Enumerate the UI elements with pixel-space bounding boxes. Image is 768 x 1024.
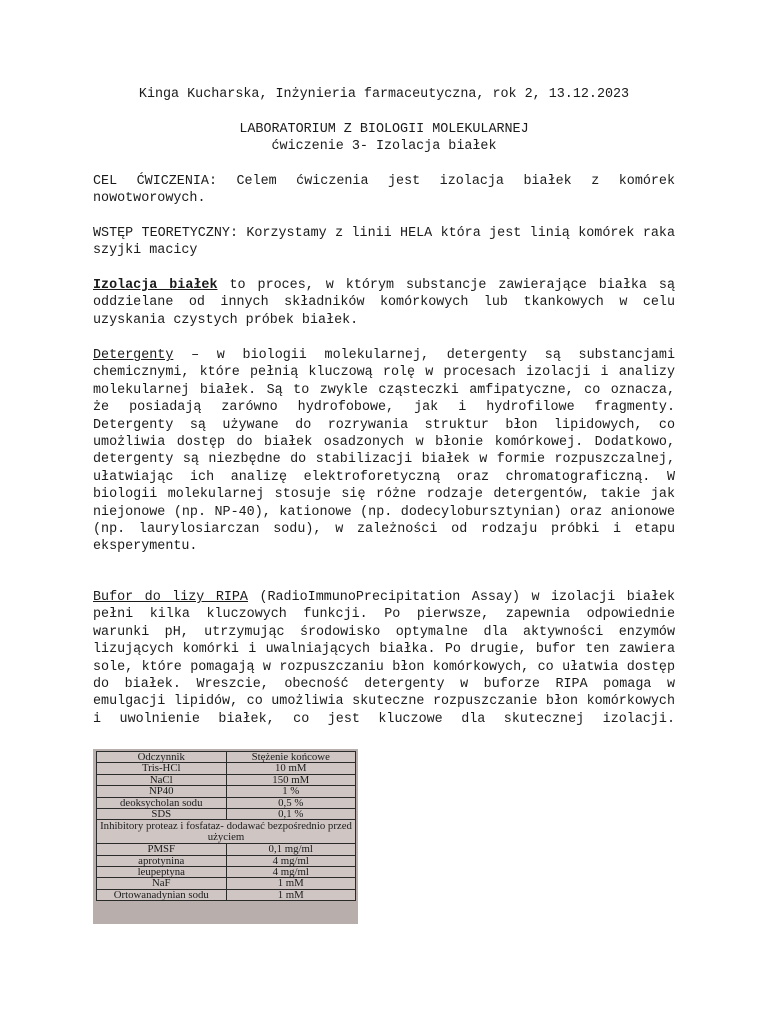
- intro-paragraph: [93, 225, 675, 260]
- reagent-name: Tris-HCl: [97, 763, 227, 774]
- ripa-buffer-term: Bufor do lizy RIPA: [93, 590, 248, 605]
- protein-isolation-paragraph: [93, 277, 675, 329]
- reagent-concentration: 0,1 %: [226, 809, 356, 820]
- reagent-name: PMSF: [97, 844, 227, 855]
- reagent-concentration: 1 mM: [226, 889, 356, 900]
- reagent-name: leupeptyna: [97, 867, 227, 878]
- table-row: [97, 844, 356, 855]
- table-row: [97, 855, 356, 866]
- goal-paragraph: [93, 173, 675, 208]
- protein-isolation-term: Izolacja białek: [93, 278, 218, 293]
- exercise-title: ćwiczenie 3- Izolacja białek: [271, 139, 497, 155]
- reagent-concentration: 0,5 %: [226, 797, 356, 808]
- reagent-concentration: 10 mM: [226, 763, 356, 774]
- detergents-term: Detergenty: [93, 348, 174, 363]
- reagent-name: Ortowanadynian sodu: [97, 889, 227, 900]
- reagent-concentration: 4 mg/ml: [226, 855, 356, 866]
- reagent-concentration: 1 %: [226, 786, 356, 797]
- ripa-buffer-paragraph: [93, 589, 675, 728]
- table-row: [97, 889, 356, 900]
- reagents-table: [96, 751, 356, 901]
- reagent-name: deoksycholan sodu: [97, 797, 227, 808]
- title-block: [93, 121, 675, 156]
- table-row: [97, 878, 356, 889]
- intro-label: WSTĘP TEORETYCZNY:: [93, 226, 238, 241]
- table-row: [97, 774, 356, 785]
- reagent-concentration: 1 mM: [226, 878, 356, 889]
- table-header-row: [97, 752, 356, 763]
- goal-text: Celem ćwiczenia jest izolacja białek z komórek nowotworowych.: [93, 174, 675, 207]
- table-row: [97, 786, 356, 797]
- reagent-name: NaCl: [97, 774, 227, 785]
- inhibitors-note: Inhibitory proteaz i fosfataz- dodawać bezpośrednio przed użyciem: [97, 820, 356, 844]
- reagent-concentration: 0,1 mg/ml: [226, 844, 356, 855]
- goal-label: CEL ĆWICZENIA:: [93, 174, 217, 189]
- reagent-concentration: 150 mM: [226, 774, 356, 785]
- table-header-concentration: Stężenie końcowe: [226, 752, 356, 763]
- author-line: Kinga Kucharska, Inżynieria farmaceutyczna, rok 2, 13.12.2023: [138, 87, 630, 102]
- reagent-name: NaF: [97, 878, 227, 889]
- table-row: [97, 867, 356, 878]
- table-header-reagent: Odczynnik: [97, 752, 227, 763]
- ripa-buffer-text: (RadioImmunoPrecipitation Assay) w izolacji białek pełni kilka kluczowych funkcji. Po pierwsze, zapewnia odpowiednie warunki pH, utrzymując środowisko optymalne dla aktywności enzymów lizujących komórki i uwalniających białka. Po drugie, bufor ten zawiera sole, które pomagają w rozpuszczaniu błon komórkowych, co ułatwia dostęp do białek. Wreszcie, obecność detergenty w buforze RIPA pomaga w emulgacji lipidów, co umożliwia skuteczne rozpuszczanie błon komórkowych i uwolnienie białek, co jest kluczowe dla skutecznej izolacji.: [93, 590, 675, 727]
- table-row: [97, 797, 356, 808]
- table-row: [97, 763, 356, 774]
- reagent-concentration: 4 mg/ml: [226, 867, 356, 878]
- reagent-name: NP40: [97, 786, 227, 797]
- table-row: [97, 809, 356, 820]
- reagent-name: SDS: [97, 809, 227, 820]
- protein-isolation-text: to proces, w którym substancje zawierające białka są oddzielane od innych składników komórkowych lub tkankowych w celu uzyskania czystych próbek białek.: [93, 278, 675, 328]
- table-note-row: [97, 820, 356, 844]
- detergents-paragraph: [93, 347, 675, 556]
- reagent-name: aprotynina: [97, 855, 227, 866]
- lab-title: LABORATORIUM Z BIOLOGII MOLEKULARNEJ: [239, 122, 529, 137]
- intro-text: Korzystamy z linii HELA która jest linią komórek raka szyjki macicy: [93, 226, 675, 259]
- reagents-table-image: [93, 749, 358, 924]
- detergents-text: – w biologii molekularnej, detergenty są substancjami chemicznymi, które pełnią kluczową rolę w procesach izolacji i analizy molekularnej białek. Są to zwykle cząsteczki amfipatyczne, co oznacza, że posiadają zarówno hydrofobowe, jak i hydrofilowe fragmenty. Detergenty są używane do rozrywania struktur błon lipidowych, co umożliwia dostęp do białek osadzonych w błonie komórkowej. Dodatkowo, detergenty są niezbędne do stabilizacji białek w formie rozpuszczalnej, ułatwiając ich analizę elektroforetyczną oraz chromatograficzną. W biologii molekularnej stosuje się różne rodzaje detergentów, takie jak niejonowe (np. NP-40), kationowe (np. dodecylobursztynian) oraz anionowe (np. laurylosiarczan sodu), w zależności od rodzaju próbki i etapu eksperymentu.: [93, 348, 675, 555]
